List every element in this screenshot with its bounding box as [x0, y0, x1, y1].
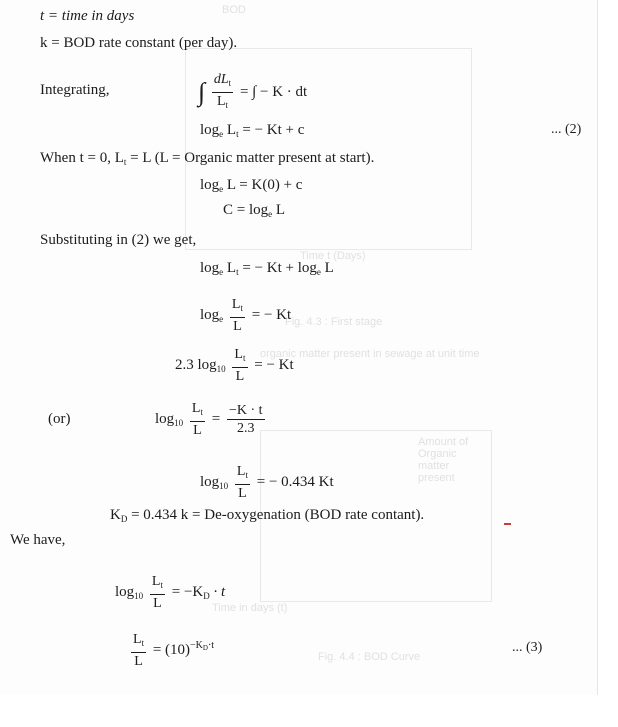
log-base: e — [219, 313, 224, 324]
bleed-through-label: Amount of Organic matter present — [418, 436, 469, 484]
exponent — [190, 640, 214, 651]
initial-condition-subscript: t — [123, 157, 127, 167]
integral-equation — [198, 72, 307, 113]
we-have-text: We have, — [10, 532, 66, 548]
log-base: 10 — [174, 417, 184, 428]
fraction-numerator: L — [231, 297, 241, 312]
variable-subscript: t — [236, 267, 239, 277]
equals-sign: = — [211, 410, 221, 427]
numerator-subscript: t — [160, 580, 163, 590]
step-ratio-ln — [200, 297, 291, 334]
bleed-through-label: Fig. 4.3 : First stage — [285, 316, 383, 328]
initial-condition — [40, 149, 374, 171]
ratio-fraction — [150, 574, 165, 611]
equation-rhs: = − Kt — [251, 306, 292, 323]
constant-rest: L — [272, 202, 286, 218]
log-base: 10 — [216, 363, 226, 374]
log-base: e — [219, 184, 224, 194]
equation-number-2: ... (2) — [551, 122, 582, 137]
exponent-end: ·t — [207, 639, 215, 651]
numerator-subscript: t — [242, 353, 246, 363]
initial-condition-rest: = L (L = Organic matter present at start). — [126, 150, 375, 166]
rate-constant-definition-text: k = BOD rate constant (per day). — [40, 35, 238, 51]
log-symbol: log — [200, 122, 220, 138]
rhs-fraction — [227, 403, 265, 436]
integral-rhs: = ∫ − K · dt — [239, 83, 308, 100]
kd-subscript: D — [120, 514, 128, 524]
time-definition — [40, 7, 134, 25]
equation-3 — [128, 632, 214, 669]
kd-rhs: = 0.434 k = De-oxygenation (BOD rate contant). — [127, 507, 425, 523]
log-base: e — [219, 129, 224, 139]
equation-rhs: = − 0.434 Kt — [256, 473, 334, 490]
fraction-denominator: L — [238, 486, 247, 501]
integrating-label: Integrating, — [40, 82, 110, 98]
fraction-numerator: L — [236, 464, 246, 479]
log-symbol: log — [200, 306, 220, 323]
fraction-numerator: L — [234, 347, 243, 362]
step-kd — [115, 574, 225, 611]
time-definition-text: t = time in days — [40, 8, 135, 24]
step-0434 — [200, 464, 334, 501]
log-base: e — [219, 267, 224, 277]
equation-rhs: L = K(0) + c — [223, 177, 303, 193]
equation-2 — [200, 121, 304, 143]
fraction-numerator: L — [151, 574, 161, 589]
equation-rhs: = −K — [171, 583, 204, 600]
integral-sign: ∫ — [198, 77, 206, 107]
numerator-subscript: t — [200, 407, 203, 417]
red-pen-mark — [504, 523, 511, 525]
fraction-denominator: L — [233, 319, 242, 334]
exponent-subscript: D — [202, 643, 208, 652]
log-coefficient: 2.3 log — [175, 356, 217, 373]
rhs-denominator: 2.3 — [237, 421, 255, 436]
ratio-fraction — [232, 347, 247, 384]
ratio-fraction — [190, 401, 205, 438]
equation-rhs: = − Kt — [254, 356, 294, 373]
step-substituted — [200, 259, 334, 281]
fraction-numerator: dL — [213, 72, 229, 87]
equation-number-3: ... (3) — [512, 640, 543, 655]
bleed-through-label: Fig. 4.4 : BOD Curve — [318, 651, 421, 663]
initial-condition-text: When t = 0, L — [40, 150, 124, 166]
variable: L — [226, 122, 237, 138]
log-base: e — [316, 267, 321, 277]
log-symbol: log — [200, 177, 220, 193]
log-symbol: log — [155, 410, 175, 427]
fraction-denominator: L — [153, 596, 162, 611]
bleed-through-label: BOD — [222, 4, 246, 16]
fraction-denominator: L — [134, 654, 143, 669]
numerator-subscript: t — [245, 470, 248, 480]
step-or — [155, 401, 268, 438]
kd-subscript: D — [203, 590, 210, 601]
log-base: 10 — [219, 480, 229, 491]
bleed-through-label: Time in days (t) — [212, 602, 288, 614]
equation-rhs-end: · t — [209, 583, 226, 600]
numerator-subscript: t — [240, 303, 243, 313]
denominator-subscript: t — [225, 100, 229, 110]
rhs-numerator: −K · t — [228, 403, 263, 418]
ratio-fraction — [131, 632, 146, 669]
fraction-denominator: L — [193, 423, 202, 438]
fraction-denominator: L — [216, 94, 226, 109]
bleed-through-label: organic matter present in sewage at unit time — [260, 348, 480, 360]
equation-rhs: = (10) — [152, 641, 191, 658]
log-symbol: log — [200, 473, 220, 490]
log-base: e — [268, 209, 273, 219]
equation-rhs: = − Kt + c — [242, 122, 305, 138]
constant-lhs: C = log — [223, 202, 269, 218]
equation-rhs-end: L — [320, 260, 334, 276]
step-constant — [223, 201, 285, 223]
numerator-subscript: t — [228, 78, 232, 88]
variable-subscript: t — [236, 129, 239, 139]
ratio-fraction — [235, 464, 250, 501]
ratio-fraction — [230, 297, 245, 334]
log-symbol: log — [200, 260, 220, 276]
substituting-text: Substituting in (2) we get, — [40, 232, 197, 248]
numerator-subscript: t — [141, 638, 145, 648]
log-symbol: log — [115, 583, 135, 600]
step-ratio-log10 — [175, 347, 294, 384]
fraction-numerator: L — [191, 401, 201, 416]
log-base: 10 — [134, 590, 144, 601]
kd-definition — [110, 506, 424, 528]
exponent-base: −K — [190, 639, 203, 651]
equation-rhs: = − Kt + log — [238, 260, 317, 276]
fraction-numerator: L — [133, 632, 142, 647]
variable: L — [223, 260, 237, 276]
bleed-through-label: Time t (Days) — [300, 250, 366, 262]
or-label: (or) — [48, 411, 71, 427]
kd-symbol: K — [110, 507, 121, 523]
integral-fraction — [212, 72, 233, 113]
rate-constant-definition — [40, 34, 237, 52]
fraction-denominator: L — [235, 369, 245, 384]
step-log-l — [200, 176, 302, 198]
